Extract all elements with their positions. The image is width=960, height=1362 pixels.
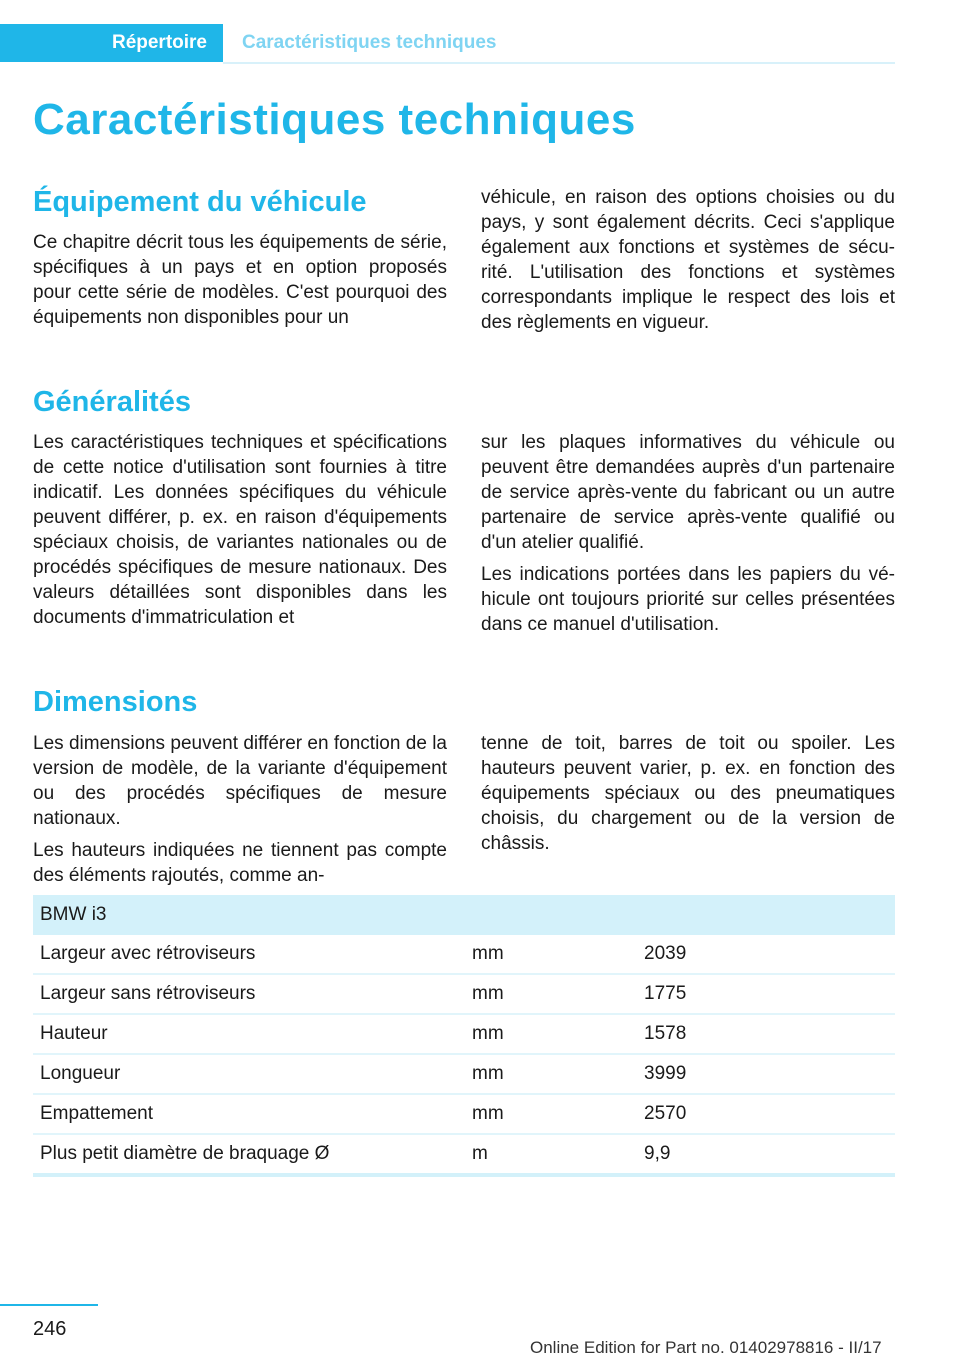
paragraph: véhicule, en raison des options choisies ou du pays, y sont également décrits. Ceci s'applique également aux fonctions et systèmes de sécurité. L'utilisation des fonctions et systèmes correspondants implique le respect des lois et des règlements en vigueur.: [481, 187, 895, 333]
breadcrumb[interactable]: Caractéristiques techniques: [242, 32, 497, 53]
row-unit: m: [465, 1134, 637, 1175]
paragraph: Les indications portées dans les papiers du véhicule ont toujours priorité sur celles présentées dans ce manuel d'utilisation.: [481, 564, 895, 635]
row-label: Largeur avec rétroviseurs: [33, 935, 465, 974]
row-unit: mm: [465, 1014, 637, 1054]
row-unit: mm: [465, 1054, 637, 1094]
dimensions-table: [33, 895, 895, 1177]
section-tab[interactable]: Répertoire: [0, 24, 223, 62]
heading-dimensions: Dimensions: [33, 686, 198, 718]
row-value: 2039: [637, 935, 895, 974]
heading-equipment: Équipement du véhicule: [33, 186, 367, 218]
row-value: 1578: [637, 1014, 895, 1054]
row-value: 9,9: [637, 1134, 895, 1175]
equipment-left-column: [33, 230, 447, 337]
heading-general: Généralités: [33, 386, 191, 418]
row-unit: mm: [465, 1094, 637, 1134]
paragraph: Les hauteurs indiquées ne tiennent pas compte des éléments rajoutés, comme an-: [33, 840, 447, 886]
header-divider: [223, 62, 895, 64]
table-header-row: [33, 895, 895, 935]
row-label: Plus petit diamètre de braquage Ø: [33, 1134, 465, 1175]
equipment-right-column: [481, 185, 895, 342]
row-label: Empattement: [33, 1094, 465, 1134]
page-number: 246: [33, 1318, 67, 1340]
row-value: 1775: [637, 974, 895, 1014]
table-row: [33, 935, 895, 974]
model-name: BMW i3: [33, 895, 895, 935]
row-unit: mm: [465, 974, 637, 1014]
edition-note: Online Edition for Part no. 01402978816 - II/17: [530, 1338, 882, 1357]
paragraph: sur les plaques informatives du véhicule ou peuvent être demandées auprès d'un partenaire de service après-vente du fabricant ou un autre partenaire de service après-vente qualifié ou d'un atelier qualifié.: [481, 432, 895, 553]
paragraph: Les dimensions peuvent différer en fonction de la version de modèle, de la variante d'équipement ou des procédés spécifiques de mesure nationaux.: [33, 733, 447, 829]
page-header: [0, 24, 895, 62]
row-label: Longueur: [33, 1054, 465, 1094]
table-row: [33, 1054, 895, 1094]
dimensions-right-column: [481, 731, 895, 863]
table-row: [33, 1014, 895, 1054]
footer-divider: [0, 1304, 98, 1306]
row-value: 2570: [637, 1094, 895, 1134]
table-row: [33, 1094, 895, 1134]
general-left-column: [33, 430, 447, 637]
row-label: Largeur sans rétroviseurs: [33, 974, 465, 1014]
page-title: Caractéristiques techniques: [33, 95, 636, 144]
paragraph: Les caractéristiques techniques et spécifications de cette notice d'utilisation sont fournies à titre indicatif. Les données spécifiques du véhicule peuvent différer, p. ex. en raison d'équipements spéciaux choisis, de variantes nationales ou de procédés spécifiques de mesure nationaux. Des valeurs détaillées sont disponibles dans les documents d'immatriculation et: [33, 432, 447, 628]
general-right-column: [481, 430, 895, 644]
row-value: 3999: [637, 1054, 895, 1094]
row-unit: mm: [465, 935, 637, 974]
dimensions-left-column: [33, 731, 447, 895]
row-label: Hauteur: [33, 1014, 465, 1054]
table-row: [33, 1134, 895, 1175]
table-row: [33, 974, 895, 1014]
paragraph: tenne de toit, barres de toit ou spoiler. Les hauteurs peuvent varier, p. ex. en fonction des équipements spéciaux ou des pneumatiques choisis, du chargement ou de la version de châssis.: [481, 733, 895, 854]
paragraph: Ce chapitre décrit tous les équipements de série, spécifiques à un pays et en option proposés pour cette série de modèles. C'est pourquoi des équipements non disponibles pour un: [33, 232, 447, 328]
